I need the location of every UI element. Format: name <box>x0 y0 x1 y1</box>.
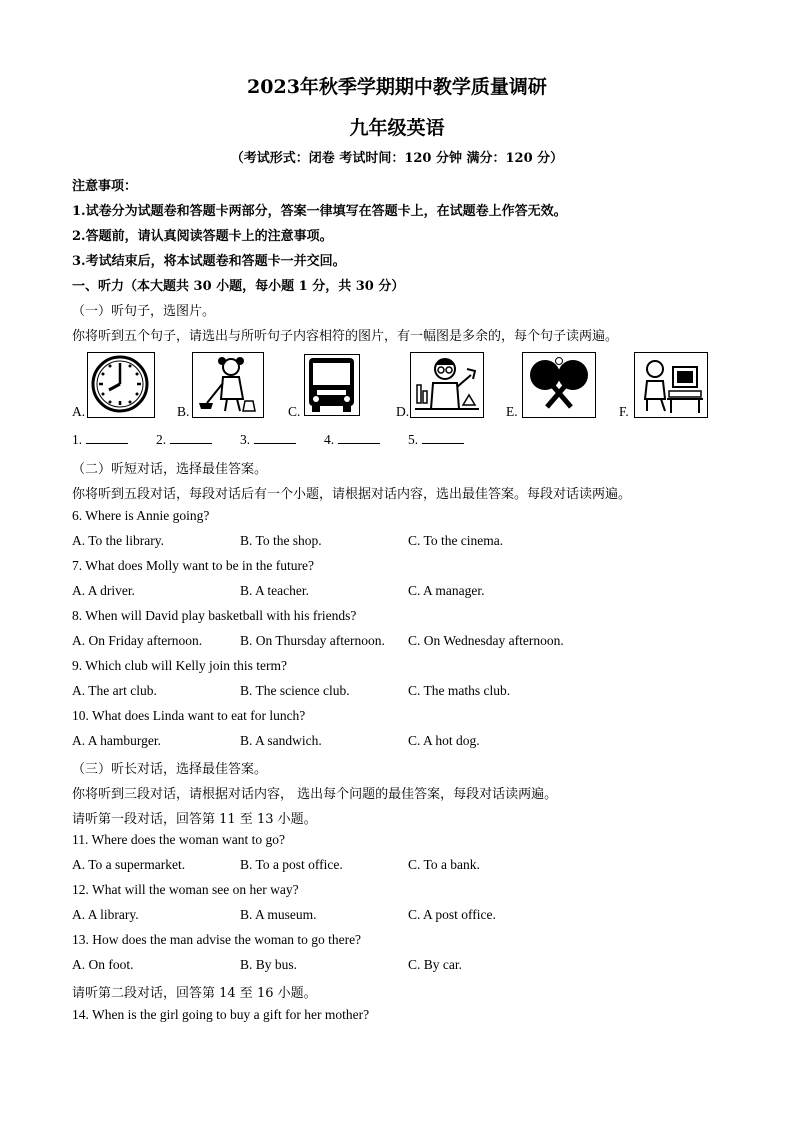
option-7b: B. A teacher. <box>240 583 309 598</box>
exam-subtitle: 九年级英语 <box>349 117 445 139</box>
question-10: 10. What does Linda want to eat for lunch? <box>72 708 306 723</box>
option-11c: C. To a bank. <box>408 857 480 872</box>
option-10c: C. A hot dog. <box>408 733 480 748</box>
option-7c: C. A manager. <box>408 583 485 598</box>
dialog2-intro: 请听第二段对话，回答第 14 至 16 小题。 <box>72 986 317 1001</box>
notes-heading: 注意事项： <box>72 179 138 194</box>
option-13b: B. By bus. <box>240 957 298 972</box>
question-7: 7. What does Molly want to be in the future? <box>72 558 314 573</box>
bus-icon <box>304 354 360 416</box>
option-12a: A. A library. <box>72 907 139 922</box>
option-8b: B. On Thursday afternoon. <box>240 633 385 648</box>
option-9c: C. The maths club. <box>408 683 511 698</box>
option-12b: B. A museum. <box>240 907 317 922</box>
option-10b: B. A sandwich. <box>240 733 322 748</box>
option-12c: C. A post office. <box>408 907 496 922</box>
note-item-2: 2.答题前，请认真阅读答题卡上的注意事项。 <box>72 229 333 244</box>
option-7a: A. A driver. <box>72 583 135 598</box>
option-8c: C. On Wednesday afternoon. <box>408 633 564 648</box>
note-item-1: 1.试卷分为试题卷和答题卡两部分，答案一律填写在答题卡上，在试题卷上作答无效。 <box>72 204 567 219</box>
exam-title: 2023年秋季学期期中教学质量调研 <box>247 76 547 98</box>
question-13: 13. How does the man advise the woman to go there? <box>72 932 362 947</box>
question-8: 8. When will David play basketball with his friends? <box>72 608 357 623</box>
option-13c: C. By car. <box>408 957 462 972</box>
option-11a: A. To a supermarket. <box>72 857 186 872</box>
part1-instruction: 你将听到五个句子，请选出与所听句子内容相符的图片，有一幅图是多余的，每个句子读两遍。 <box>72 329 619 344</box>
option-6b: B. To the shop. <box>240 533 322 548</box>
part2-instruction: 你将听到五段对话，每段对话后有一个小题，请根据对话内容，选出最佳答案。每段对话读两遍。 <box>72 487 632 502</box>
option-13a: A. On foot. <box>72 957 134 972</box>
scientist-icon <box>410 352 484 418</box>
option-11b: B. To a post office. <box>240 857 343 872</box>
question-12: 12. What will the woman see on her way? <box>72 882 299 897</box>
option-10a: A. A hamburger. <box>72 733 161 748</box>
note-item-3: 3.考试结束后，将本试题卷和答题卡一并交回。 <box>72 254 346 269</box>
option-9b: B. The science club. <box>240 683 350 698</box>
part1-heading: （一）听句子，选图片。 <box>72 304 216 319</box>
dialog1-intro: 请听第一段对话，回答第 11 至 13 小题。 <box>72 812 317 827</box>
question-6: 6. Where is Annie going? <box>72 508 210 523</box>
computer-user-icon <box>634 352 708 418</box>
answer-blank-5[interactable]: 5. <box>408 432 464 448</box>
option-8a: A. On Friday afternoon. <box>72 633 203 648</box>
question-9: 9. Which club will Kelly join this term? <box>72 658 287 673</box>
option-6a: A. To the library. <box>72 533 165 548</box>
picture-label-f: F. <box>619 404 629 419</box>
picture-label-b: B. <box>177 404 190 419</box>
picture-label-d: D. <box>396 404 410 419</box>
part3-instruction: 你将听到三段对话，请根据对话内容， 选出每个问题的最佳答案，每段对话读两遍。 <box>72 787 558 802</box>
answer-blank-2[interactable]: 2. <box>156 432 212 448</box>
option-6c: C. To the cinema. <box>408 533 504 548</box>
picture-label-c: C. <box>288 404 301 419</box>
ping-pong-icon <box>522 352 596 418</box>
answer-blank-3[interactable]: 3. <box>240 432 296 448</box>
picture-label-e: E. <box>506 404 518 419</box>
section1-heading: 一、听力（本大题共 30 小题，每小题 1 分，共 30 分） <box>72 279 405 294</box>
girl-sweeping-icon <box>192 352 264 418</box>
picture-label-a: A. <box>72 404 86 419</box>
part2-heading: （二）听短对话，选择最佳答案。 <box>72 462 268 477</box>
option-9a: A. The art club. <box>72 683 157 698</box>
answer-blank-4[interactable]: 4. <box>324 432 380 448</box>
question-11: 11. Where does the woman want to go? <box>72 832 285 847</box>
clock-icon <box>87 352 155 418</box>
exam-info: （考试形式：闭卷 考试时间：120 分钟 满分：120 分） <box>230 151 564 166</box>
answer-blank-1[interactable]: 1. <box>72 432 128 448</box>
part3-heading: （三）听长对话，选择最佳答案。 <box>72 762 268 777</box>
question-14: 14. When is the girl going to buy a gift for her mother? <box>72 1007 370 1022</box>
